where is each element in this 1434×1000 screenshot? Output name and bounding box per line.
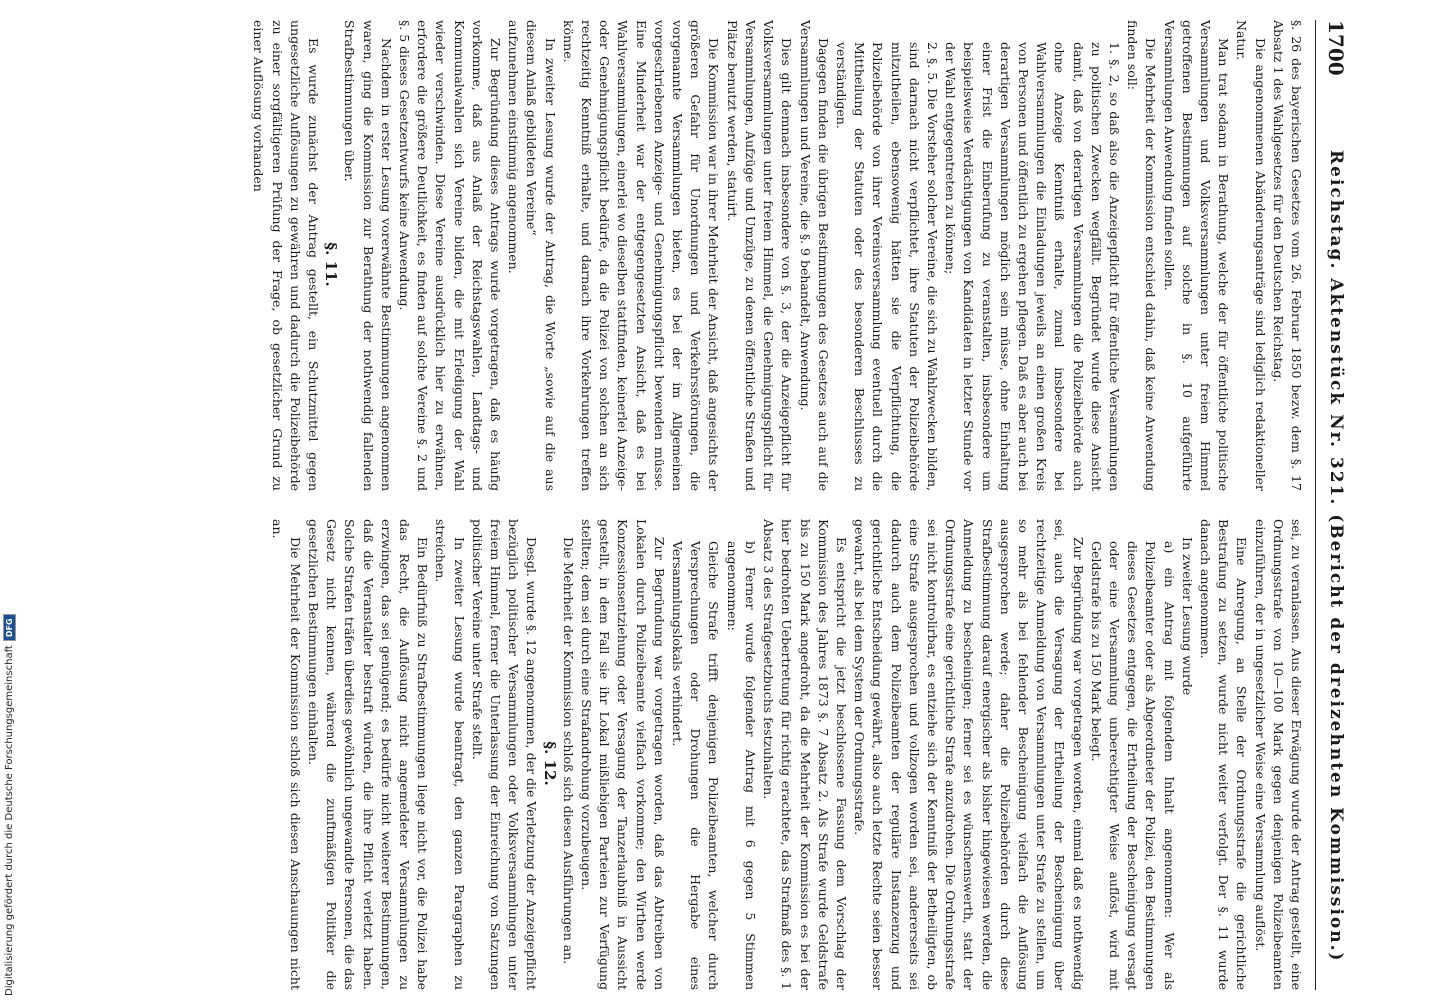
paragraph: aufzunehmen einstimmig angenommen. [506, 20, 522, 274]
text-columns [249, 20, 1315, 990]
paragraph: Ein Bedürfniß zu Strafbestimmungen liege nicht vor, die Polizei habe das Recht, die Auflösung nicht angemeldeter Versammlungen zu erzwingen, das sei genügend; es bedürfe nicht weiterer Bestimmungen, daß die Veranstalter bestraft würden, die ihre Pflicht verletzt haben. Solche Strafen träfen überdies gewöhnlich ungewandte Personen, die das Gesetz nicht kennen, während die zunftmäßigen Politiker die gesetzlichen Bestimmungen einhalten. [306, 519, 431, 990]
list-item: b) Ferner wurde folgender Antrag mit 6 gegen 5 Stimmen angenommen: [724, 541, 758, 990]
list-item: a) ein Antrag mit folgendem Inhalt angenommen: Wer als Polizeibeamter oder als Abgeordneter der Polizei, den Bestimmungen dieses Gesetzes entgegen, die Ertheilung der Bescheinigung versagt oder eine Versammlung unberechtigter Weise auflöst, wird mit Geldstrafe bis zu 150 Mark belegt. [1088, 541, 1177, 990]
paragraph: Es entspricht die jetzt beschlossene Fassung dem Vorschlag der Kommission des Jahres 1873 §. 7 Absatz 2. Als Strafe wurde Geldstrafe bis zu 150 Mark angedroht, da die Mehrheit der Kommission es bei der hier bedrohten Uebertretung für richtig erachtete, das Strafmaß des §. 1 Absatz 3 des Strafgesetzbuchs festzuhalten. [761, 519, 849, 990]
paragraph: In zweiter Lesung wurde der Antrag, die Worte „sowie auf die aus diesem Anlaß gebildeten Vereine“ [524, 20, 558, 491]
paragraph: sei, zu veranlassen. Aus dieser Erwägung wurde der Antrag gestellt, eine Ordnungsstrafe von 10—100 Mark gegen denjenigen Polizeibeamten einzuführen, der in ungesetzlicher Weise eine Versammlung auflöst. [1252, 519, 1304, 990]
page-number: 1700 [1324, 20, 1348, 76]
paragraph: Die Mehrheit der Kommission schloß sich diesen Ausführungen an. [560, 537, 576, 965]
paragraph: Desgl. wurde §. 12 angenommen, der die Verletzung der Anzeigepflicht bezüglich politischer Versammlungen oder Volksversammlungen unter freiem Himmel, ferner die Unterlassung der Einreichung von Satzungen politischer Vereine unter Strafe stellt. [469, 519, 540, 990]
paragraph: Es wurde zunächst der Antrag gestellt, ein Schutzmittel gegen ungesetzliche Auflösungen zu gewähren und dadurch die Polizeibehörde zu einer sorgfältigeren Prüfung der Frage, ob gesetzlicher Grund zu einer Auflösung vorhanden [251, 20, 322, 491]
paragraph: Nachdem in erster Lesung vorerwähnte Bestimmungen angenommen waren, ging die Kommission zur Berathung der nothwendig fallenden Strafbestimmungen über. [342, 20, 394, 491]
right-column [249, 519, 1305, 990]
section-heading-11: §. 11. [322, 242, 341, 287]
dfg-logo: DFG [3, 614, 16, 641]
page-header [1315, 20, 1350, 990]
list-item: 1. §. 2, so daß also die Anzeigepflicht für öffentliche Versammlungen zu politischen Zwecken wegfällt. Begründet wurde diese Ansicht damit, daß von derartigen Versammlungen die Polizeibehörde auch ohne Anzeige Kenntniß erhalte, zumal insbesondere bei Wahlversammlungen die Einladungen jeweils an einen großen Kreis von Personen und öffentlich zu ergehen pflegen. Daß es aber auch bei derartigen Versammlungen möglich sein müsse, ohne Einhaltung einer Frist die Einberufung zu veranstalten, insbesondere um beispielsweise Verdächtigungen von Kandidaten in letzter Stunde vor der Wahl entgegentreten zu können; [943, 42, 1122, 491]
paragraph: In zweiter Lesung wurde [1179, 537, 1195, 696]
paragraph: In zweiter Lesung wurde beantragt, den ganzen Paragraphen zu streichen. [433, 519, 467, 990]
paragraph: Zur Begründung dieses Antrags wurde vorgetragen, daß es häufig vorkomme, daß aus Anlaß der Reichstagswahlen, Landtags- und Kommunalwahlen sich Vereine bilden, die mit Erledigung der Wahl wieder verschwinden. Diese Vereine ausdrücklich hier zu erwähnen, erfordere die größere Deutlichkeit, es finden auf solche Vereine §. 2 und §. 5 dieses Gesetzentwurfs keine Anwendung. [397, 20, 504, 491]
funding-note: Digitalisierung gefördert durch die Deutsche Forschungsgemeinschaft [4, 645, 15, 996]
section-heading-12: §. 12. [540, 741, 559, 786]
list-item: 2. §. 5. Die Vorsteher solcher Vereine, die sich zu Wahlzwecken bilden, sind darnach nicht verpflichtet, ihre Statuten der Polizeibehörde mitzutheilen, ebensowenig hätten sie die Verpflichtung, die Polizeibehörde von ihrer Vereinsversammlung eventuell durch die Mittheilung der Statuten oder des besonderen Beschlusses zu verständigen. [833, 42, 940, 491]
paragraph: Die Kommission war in ihrer Mehrheit der Ansicht, daß angesichts der größeren Gefahr für Unordnungen und Verkehrsstörungen, die vorgenannte Versammlungen bieten, es bei der im Allgemeinen vorgeschriebenen Anzeige- und Genehmigungspflicht bewenden müsse. Eine Minderheit war der entgegengesetzten Ansicht, daß es bei Wahlversammlungen, einerlei wo dieselben stattfinden, keinerlei Anzeige- oder Genehmigungspflicht bedürfe, da die Polizei von solchen an sich rechtzeitig Kenntniß erhalte, und darnach ihre Vorkehrungen treffen könne. [560, 20, 722, 491]
paragraph: Die angenommenen Abänderungsanträge sind lediglich redaktioneller Natur. [1234, 20, 1268, 491]
paragraph: Dagegen finden die übrigen Bestimmungen des Gesetzes auch auf die Versammlungen und Vereine, die §. 9 behandelt, Anwendung. [797, 20, 831, 491]
quoted-provision: Gleiche Strafe trifft denjenigen Polizeibeamten, welcher durch Versprechungen oder Drohungen die Hergabe eines Versammlungslokals verhindert. [670, 541, 722, 990]
paragraph: Die Mehrheit der Kommission entschied dahin, daß keine Anwendung finden soll: [1125, 20, 1159, 491]
paragraph: Dies gilt demnach insbesondere von §. 3, der die Anzeigepflicht für Volksversammlungen unter freiem Himmel, die Genehmigungspflicht für Versammlungen, Aufzüge und Umzüge, zu denen öffentliche Straßen und Plätze benutzt werden, statuirt. [724, 20, 795, 491]
paragraph: Zur Begründung war vorgetragen worden, daß das Abtreiben von Lokalen durch Polizeibeamte vielfach vorkomme; den Wirthen werde Konzessionsentziehung oder Versagung der Tanzerlaubniß in Aussicht gestellt, in dem Fall sie ihr Lokal mißliebigen Parteien zur Verfügung stellten; dem sei durch eine Strafandrohung vorzubeugen. [579, 519, 667, 990]
left-column [249, 20, 1305, 491]
running-head: Reichstag. Aktenstück Nr. 321. (Bericht der dreizehnten Kommission.) [1326, 150, 1346, 963]
document-page [30, 20, 1350, 990]
paragraph: Eine Anregung, an Stelle der Ordnungsstrafe die gerichtliche Bestrafung zu setzen, wurde nicht weiter verfolgt. Der §. 11 wurde danach angenommen. [1197, 519, 1250, 990]
paragraph: §. 26 des bayerischen Gesetzes vom 26. Februar 1850 bezw. dem §. 17 Absatz 1 des Wahlgesetzes für den Deutschen Reichstag. [1270, 20, 1304, 491]
footer-text-wrap [3, 614, 16, 996]
paragraph: Die Mehrheit der Kommission schloß sich diesen Anschauungen nicht an. [269, 519, 303, 990]
digitization-footer [2, 6, 16, 996]
paragraph: Man trat sodann in Berathung, welche der für öffentliche politische Versammlungen und Volksversammlungen unter freiem Himmel getroffenen Bestimmungen auf solche in §. 10 aufgeführte Versammlungen Anwendung finden sollen. [1161, 20, 1232, 491]
paragraph: Zur Begründung war vorgetragen worden, einmal daß es nothwendig sei, auch die Versagung der Ertheilung der Bescheinigung über rechtzeitige Anmeldung von Versammlungen unter Strafe zu stellen, um so mehr als bei fehlender Bescheinigung vielfach die Auflösung ausgesprochen werde; daher die Polizeibehörden durch diese Strafbestimmung darauf energischer als bisher hingewiesen werden, die Anmeldung zu bescheinigen; ferner sei es wünschenswerth, statt der Ordnungsstrafe eine gerichtliche Strafe anzudrohen. Die Ordnungsstrafe sei nicht kontrolirbar, es entziehe sich der Kenntniß der Betheiligten, ob eine Strafe ausgesprochen und vollzogen worden sei, andererseits sei dadurch auch dem Polizeibeamten der reguläre Instanzenzug und gerichtliche Entscheidung gewährt, also auch letzte Rechte seien besser gewahrt, als bei dem System der Ordnungsstrafe. [852, 519, 1086, 990]
